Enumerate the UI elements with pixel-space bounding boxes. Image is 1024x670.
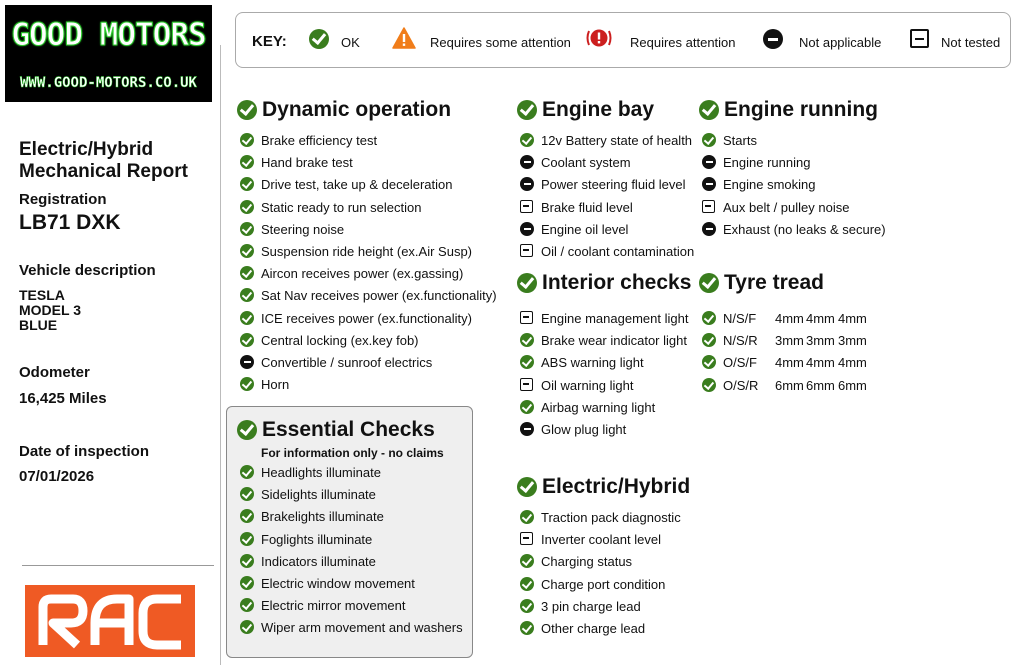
check-item-label: Starts (723, 133, 757, 148)
check-item-label: Engine smoking (723, 177, 816, 192)
check-item-label: Brakelights illuminate (261, 509, 384, 524)
check-icon (240, 222, 254, 236)
odometer-value: 16,425 Miles (19, 390, 107, 407)
check-item-label: Inverter coolant level (541, 532, 661, 547)
check-icon (520, 133, 534, 147)
check-icon (517, 477, 537, 497)
check-item-label: Engine running (723, 155, 811, 170)
check-icon (240, 576, 254, 590)
not-tested-icon (702, 200, 715, 213)
check-icon (237, 100, 257, 120)
key-ok-label: OK (341, 35, 360, 50)
tyre-position: O/S/R (723, 378, 759, 393)
section-title-text: Engine running (724, 98, 878, 121)
check-item-label: Charging status (541, 554, 633, 569)
tyre-position: N/S/F (723, 311, 757, 326)
check-item-label: Power steering fluid level (541, 177, 686, 192)
not-tested-icon (520, 244, 533, 257)
check-item-label: Indicators illuminate (261, 554, 376, 569)
report-title-line2: Mechanical Report (19, 161, 188, 182)
check-item-label: Aux belt / pulley noise (723, 200, 850, 215)
report-title-line1: Electric/Hybrid (19, 139, 154, 160)
tyre-tread-depth: 3mm (838, 333, 867, 348)
vehicle-colour: BLUE (19, 317, 58, 333)
not-applicable-icon (702, 177, 716, 191)
check-icon (240, 554, 254, 568)
not-applicable-icon (520, 222, 534, 236)
tyre-tread-depth: 4mm (775, 311, 804, 326)
check-icon (240, 200, 254, 214)
check-item-label: Sidelights illuminate (261, 487, 376, 502)
tyre-tread-depth: 6mm (838, 378, 867, 393)
check-icon (699, 273, 719, 293)
check-item-label: Engine management light (541, 311, 689, 326)
tyre-tread-depth: 4mm (806, 355, 835, 370)
registration-value: LB71 DXK (19, 211, 121, 234)
check-icon (240, 133, 254, 147)
good-motors-logo (5, 5, 212, 102)
key-label: KEY: (252, 33, 287, 50)
check-item-label: Other charge lead (541, 621, 646, 636)
check-item-label: Drive test, take up & deceleration (261, 177, 453, 192)
check-item-label: Convertible / sunroof electrics (261, 355, 433, 370)
not-applicable-icon (240, 355, 254, 369)
sidebar-divider (220, 45, 221, 665)
check-item-label: Oil / coolant contamination (541, 244, 695, 259)
check-icon (517, 100, 537, 120)
check-item-label: Glow plug light (541, 422, 627, 437)
registration-label: Registration (19, 191, 107, 208)
check-icon (699, 100, 719, 120)
rac-logo (25, 585, 195, 657)
check-icon (240, 465, 254, 479)
not-tested-icon (520, 378, 533, 391)
tyre-position: N/S/R (723, 333, 758, 348)
tyre-tread-depth: 6mm (806, 378, 835, 393)
tyre-tread-depth: 3mm (806, 333, 835, 348)
check-icon (240, 509, 254, 523)
ok-check-icon (309, 29, 329, 49)
not-applicable-icon (520, 155, 534, 169)
key-some-attention-label: Requires some attention (430, 35, 571, 50)
section-title-text: Tyre tread (724, 271, 824, 294)
check-item-label: Brake fluid level (541, 200, 633, 215)
not-tested-icon (910, 29, 929, 48)
check-item-label: Charge port condition (541, 577, 666, 592)
check-icon (240, 288, 254, 302)
check-icon (520, 554, 534, 568)
inspection-date-label: Date of inspection (19, 443, 150, 460)
not-tested-icon (520, 532, 533, 545)
check-item-label: Oil warning light (541, 378, 634, 393)
check-icon (240, 244, 254, 258)
section-title-text: Interior checks (542, 271, 692, 294)
check-icon (520, 355, 534, 369)
check-item-label: Suspension ride height (ex.Air Susp) (261, 244, 473, 259)
check-icon (240, 620, 254, 634)
tyre-tread-depth: 3mm (775, 333, 804, 348)
vehicle-make: TESLA (19, 287, 65, 303)
check-item-label: Electric mirror movement (261, 598, 406, 613)
section-title-text: Essential Checks (262, 418, 435, 441)
check-item-label: Horn (261, 377, 290, 392)
check-item-label: Static ready to run selection (261, 200, 422, 215)
section-title-text: Electric/Hybrid (542, 475, 691, 498)
attention-alert-icon (585, 27, 613, 49)
check-icon (240, 532, 254, 546)
tyre-tread-depth: 4mm (806, 311, 835, 326)
check-item-label: Brake efficiency test (261, 133, 378, 148)
tyre-tread-depth: 6mm (775, 378, 804, 393)
not-applicable-icon (763, 29, 783, 49)
not-applicable-icon (702, 222, 716, 236)
odometer-label: Odometer (19, 364, 90, 381)
check-icon (240, 155, 254, 169)
check-icon (240, 177, 254, 191)
not-applicable-icon (520, 422, 534, 436)
check-icon (240, 487, 254, 501)
check-item-label: Steering noise (261, 222, 345, 237)
check-item-label: Sat Nav receives power (ex.functionality) (261, 288, 497, 303)
check-item-label: Central locking (ex.key fob) (261, 333, 419, 348)
inspection-date-value: 07/01/2026 (19, 468, 95, 485)
check-item-label: ICE receives power (ex.functionality) (261, 311, 472, 326)
check-item-label: Wiper arm movement and washers (261, 620, 463, 635)
check-icon (240, 598, 254, 612)
check-icon (702, 355, 716, 369)
key-attention-label: Requires attention (630, 35, 736, 50)
check-icon (520, 621, 534, 635)
logo-title: GOOD MOTORS (11, 17, 206, 53)
check-item-label: Aircon receives power (ex.gassing) (261, 266, 464, 281)
tyre-tread-depth: 4mm (838, 311, 867, 326)
check-icon (702, 333, 716, 347)
check-icon (517, 273, 537, 293)
check-item-label: Headlights illuminate (261, 465, 381, 480)
check-item-label: Engine oil level (541, 222, 629, 237)
check-icon (702, 378, 716, 392)
check-icon (520, 333, 534, 347)
check-icon (702, 133, 716, 147)
logo-url: WWW.GOOD-MOTORS.CO.UK (19, 75, 197, 91)
check-icon (240, 311, 254, 325)
key-na-label: Not applicable (799, 35, 882, 50)
check-item-label: Coolant system (541, 155, 631, 170)
key-nt-label: Not tested (941, 35, 1001, 50)
not-tested-icon (520, 200, 533, 213)
vehicle-description-label: Vehicle description (19, 262, 156, 279)
check-item-label: ABS warning light (541, 355, 644, 370)
check-icon (702, 311, 716, 325)
check-item-label: Airbag warning light (541, 400, 656, 415)
section-title-text: Engine bay (542, 98, 655, 121)
check-icon (240, 377, 254, 391)
check-icon (520, 400, 534, 414)
tyre-tread-depth: 4mm (775, 355, 804, 370)
tyre-position: O/S/F (723, 355, 757, 370)
check-icon (240, 266, 254, 280)
not-applicable-icon (520, 177, 534, 191)
tyre-tread-depth: 4mm (838, 355, 867, 370)
sidebar-rule (22, 565, 214, 566)
check-item-label: 3 pin charge lead (541, 599, 641, 614)
section-title-text: Dynamic operation (262, 98, 452, 121)
essential-checks-subtitle: For information only - no claims (261, 446, 444, 460)
check-item-label: Foglights illuminate (261, 532, 373, 547)
check-icon (237, 420, 257, 440)
check-icon (520, 599, 534, 613)
check-icon (240, 333, 254, 347)
vehicle-model: MODEL 3 (19, 302, 81, 318)
not-tested-icon (520, 311, 533, 324)
check-icon (520, 510, 534, 524)
check-item-label: Traction pack diagnostic (541, 510, 681, 525)
check-item-label: Electric window movement (261, 576, 415, 591)
check-item-label: Exhaust (no leaks & secure) (723, 222, 886, 237)
check-item-label: Brake wear indicator light (541, 333, 687, 348)
check-item-label: Hand brake test (261, 155, 353, 170)
not-applicable-icon (702, 155, 716, 169)
check-item-label: 12v Battery state of health (541, 133, 693, 148)
check-icon (520, 577, 534, 591)
warning-triangle-icon (392, 27, 416, 49)
